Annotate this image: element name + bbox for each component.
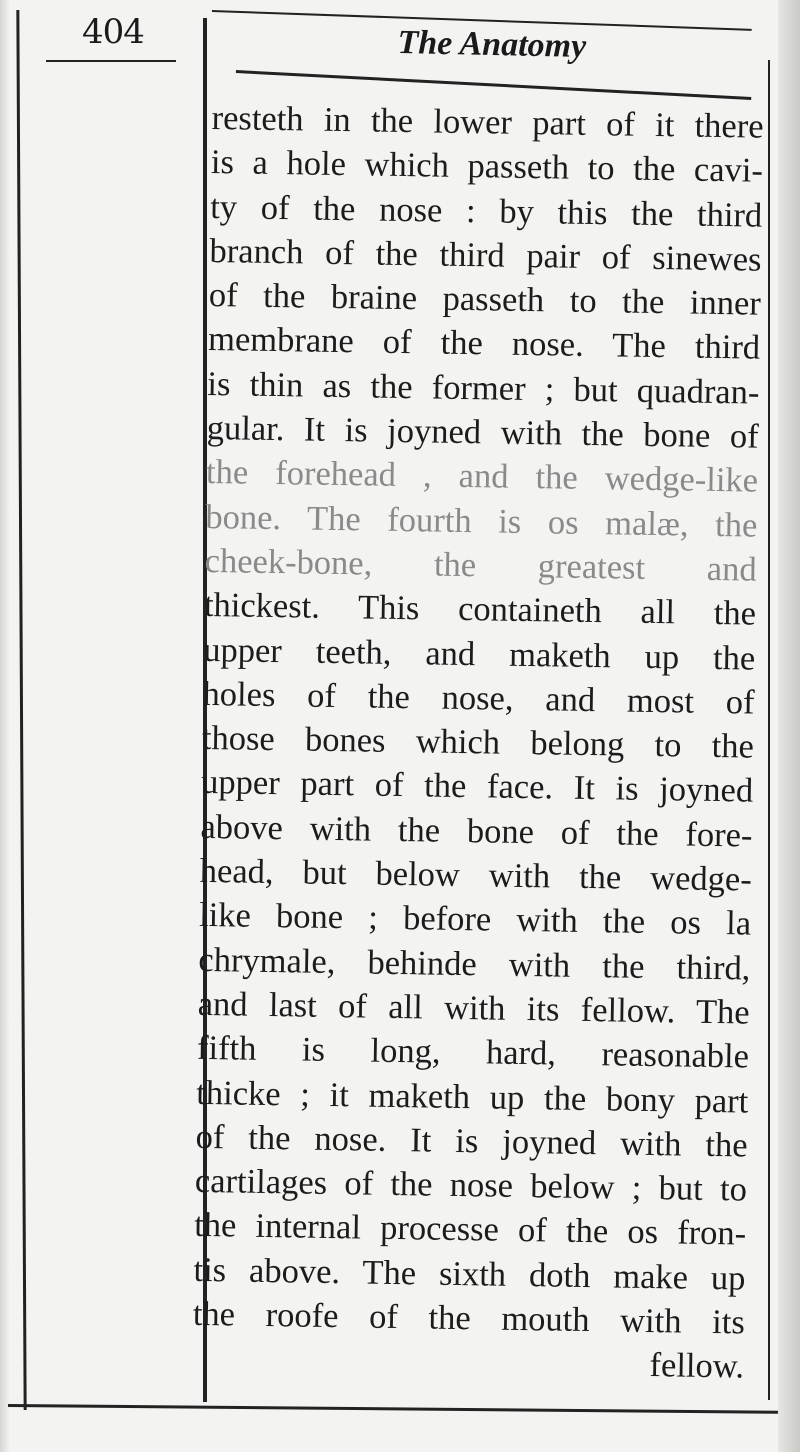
text-line: upper teeth, and maketh up the (203, 630, 756, 678)
scan-left-edge (0, 0, 10, 1452)
outer-margin-rule (16, 10, 26, 1410)
text-line: the forehead , and the wedge-like (205, 453, 759, 500)
column-rule-right (768, 60, 770, 1400)
text-line: like bone ; before with the os la (198, 896, 752, 943)
text-line: of the nose. It is joyned with the (195, 1117, 748, 1165)
text-line: the internal processe of the os fron- (193, 1206, 747, 1253)
text-line: gular. It is joyned with the bone of (206, 409, 760, 456)
page-number-rule (46, 60, 176, 62)
text-line: holes of the nose, and most of (202, 674, 755, 722)
text-line: cheek-bone, the greatest and (204, 541, 757, 589)
text-line: upper part of the face. It is joyned (200, 763, 754, 811)
text-line: branch of the third pair of sinewes (209, 231, 762, 279)
text-line: chrymale, behinde with the third, (198, 940, 751, 988)
text-line: head, but below with the wedge- (199, 851, 753, 899)
text-line: resteth in the lower part of it there (211, 98, 764, 146)
text-line: tis above. The sixth doth make up (193, 1250, 746, 1298)
text-line: is thin as the former ; but quadran- (207, 364, 760, 412)
running-head-rule-bottom (236, 70, 751, 100)
scan-right-edge (778, 0, 800, 1452)
text-line: fellow. (649, 1346, 745, 1386)
text-line: ty of the nose : by this the third (209, 187, 763, 235)
bottom-rule (8, 1404, 778, 1414)
text-line: thickest. This containeth all the (203, 586, 757, 633)
page-number: 404 (82, 12, 144, 52)
text-line: fifth is long, hard, reasonable (196, 1029, 750, 1076)
text-line: is a hole which passeth to the cavi- (210, 143, 764, 190)
text-line: membrane of the nose. The third (207, 320, 761, 368)
text-line: the roofe of the mouth with its (192, 1294, 746, 1342)
text-line: of the braine passeth to the inner (208, 276, 762, 323)
text-line: those bones which belong to the (201, 719, 755, 766)
running-head: The Anatomy (397, 24, 587, 65)
text-line: above with the bone of the fore- (200, 807, 753, 855)
body-text (192, 96, 764, 1389)
text-line: thicke ; it maketh up the bony part (196, 1073, 749, 1121)
text-line: cartilages of the nose below ; but to (194, 1161, 748, 1209)
text-line: and last of all with its fellow. The (197, 984, 750, 1032)
text-line: bone. The fourth is os malæ, the (205, 497, 758, 545)
